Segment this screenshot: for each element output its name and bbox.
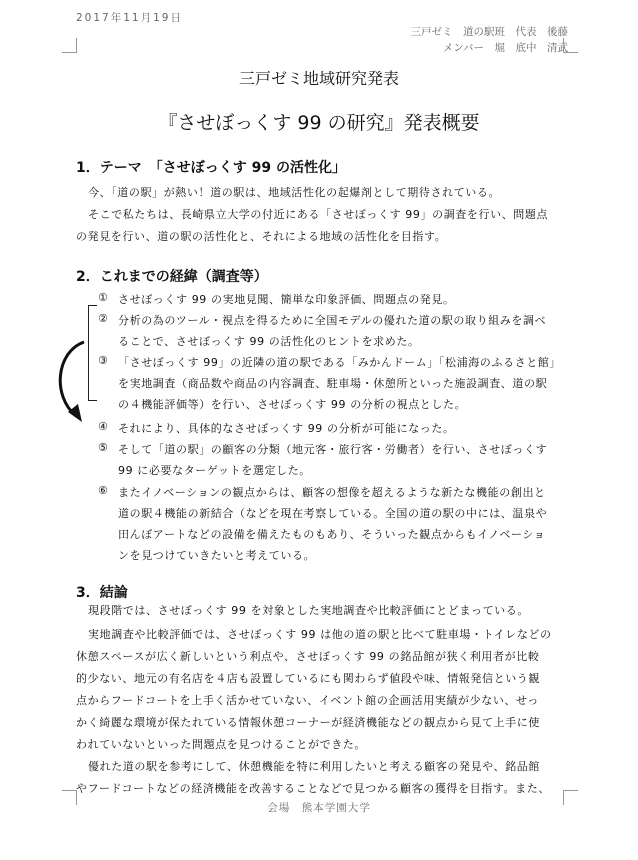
paragraph-line: 的少ない、地元の有名店を４店も設置しているにも関わらず値段や味、情報発信という観 — [76, 672, 540, 685]
document-title: 三戸ゼミ地域研究発表 — [238, 69, 399, 88]
paragraph-line: われていないといった問題点を見つけることができた。 — [76, 738, 366, 751]
list-number: ② — [98, 312, 108, 325]
list-item-line: させぼっくす 99 の実地見聞、簡単な印象評価、問題点の発見。 — [118, 293, 455, 306]
section1-heading: 1．テーマ 「させぼっくす 99 の活性化」 — [76, 160, 346, 176]
margin-corner-top-right — [563, 38, 578, 53]
list-item-line: ることで、させぼっくす 99 の活性化のヒントを求めた。 — [118, 335, 420, 348]
paragraph-line: かく綺麗な環境が保たれている情報休憩コーナーが経済機能などの観点から見て上手に使 — [76, 716, 540, 729]
list-number: ⑥ — [98, 484, 108, 497]
list-item-line: 99 に必要なターゲットを選定した。 — [118, 464, 311, 477]
list-item-line: を実地調査（商品数や商品の内容調査、駐車場・休憩所といった施設調査、道の駅 — [118, 377, 548, 390]
list-number: ① — [98, 291, 108, 304]
list-item-line: 「させぼっくす 99」の近隣の道の駅である「みかんドーム」「松浦海のふるさと館」 — [118, 356, 561, 369]
paragraph-line: やフードコートなどの経済機能を改善することなどで見つかる顧客の獲得を目指す。また、 — [76, 782, 550, 795]
list-item-line: の４機能評価等）を行い、させぼっくす 99 の分析の視点とした。 — [118, 398, 467, 411]
list-item-line: またイノベーションの観点からは、顧客の想像を超えるような新たな機能の創出と — [118, 486, 546, 499]
footer-venue: 会場 熊本学園大学 — [267, 802, 371, 814]
paragraph-line: 点からフードコートを上手く活かせていない、イベント館の企画活用実績が少ない、せっ — [76, 694, 540, 707]
curved-arrow-icon — [50, 338, 90, 428]
list-item-line: 道の駅４機能の新結合（などを現在考察している。全国の道の駅の中には、温泉や — [118, 507, 548, 520]
paragraph-line: 実地調査や比較評価では、させぼっくす 99 は他の道の駅と比べて駐車場・トイレなどの — [88, 628, 552, 641]
header-authors — [411, 24, 569, 56]
list-number: ⑤ — [98, 441, 108, 454]
paragraph-line: の発見を行い、道の駅の活性化と、それによる地域の活性化を目指す。 — [76, 230, 447, 243]
list-number: ④ — [98, 420, 108, 433]
paragraph-line: 今、「道の駅」が熱い！道の駅は、地域活性化の起爆剤として期待されている。 — [88, 186, 501, 199]
margin-corner-top-left — [62, 38, 77, 53]
paragraph-line: 現段階では、させぼっくす 99 を対象とした実地調査や比較評価にとどまっている。 — [88, 604, 529, 617]
list-number: ③ — [98, 354, 108, 367]
list-item-line: 田んぼアートなどの設備を備えたものもあり、そういった観点からもイノベーショ — [118, 528, 546, 541]
paragraph-line: そこで私たちは、長崎県立大学の付近にある「させぼっくす 99」の調査を行い、問題点 — [88, 208, 549, 221]
paragraph-line: 優れた道の駅を参考にして、休憩機能を特に利用したいと考える顧客の発見や、銘品館 — [88, 760, 540, 773]
list-item-line: 分析の為のツール・視点を得るために全国モデルの優れた道の駅の取り組みを調べ — [118, 314, 547, 327]
header-author-line: 三戸ゼミ 道の駅班 代表 後藤 — [410, 26, 568, 38]
header-members-line: メンバー 堀 底中 清武 — [442, 42, 568, 54]
header-date: 2017年11月19日 — [76, 12, 183, 24]
paragraph-line: 休憩スペースが広く新しいという利点や、させぼっくす 99 の銘品館が狭く利用者が比較 — [76, 650, 540, 663]
list-item-line: そして「道の駅」の顧客の分類（地元客・旅行客・労働者）を行い、させぼっくす — [118, 443, 548, 456]
section3-heading: 3．結論 — [76, 585, 128, 601]
section2-heading: 2．これまでの経緯（調査等） — [76, 269, 268, 285]
list-item-line: それにより、具体的なさせぼっくす 99 の分析が可能になった。 — [118, 422, 455, 435]
list-item-line: ンを見つけていきたいと考えている。 — [118, 549, 316, 562]
document-subtitle: 『させぼっくす 99 の研究』発表概要 — [158, 112, 480, 134]
